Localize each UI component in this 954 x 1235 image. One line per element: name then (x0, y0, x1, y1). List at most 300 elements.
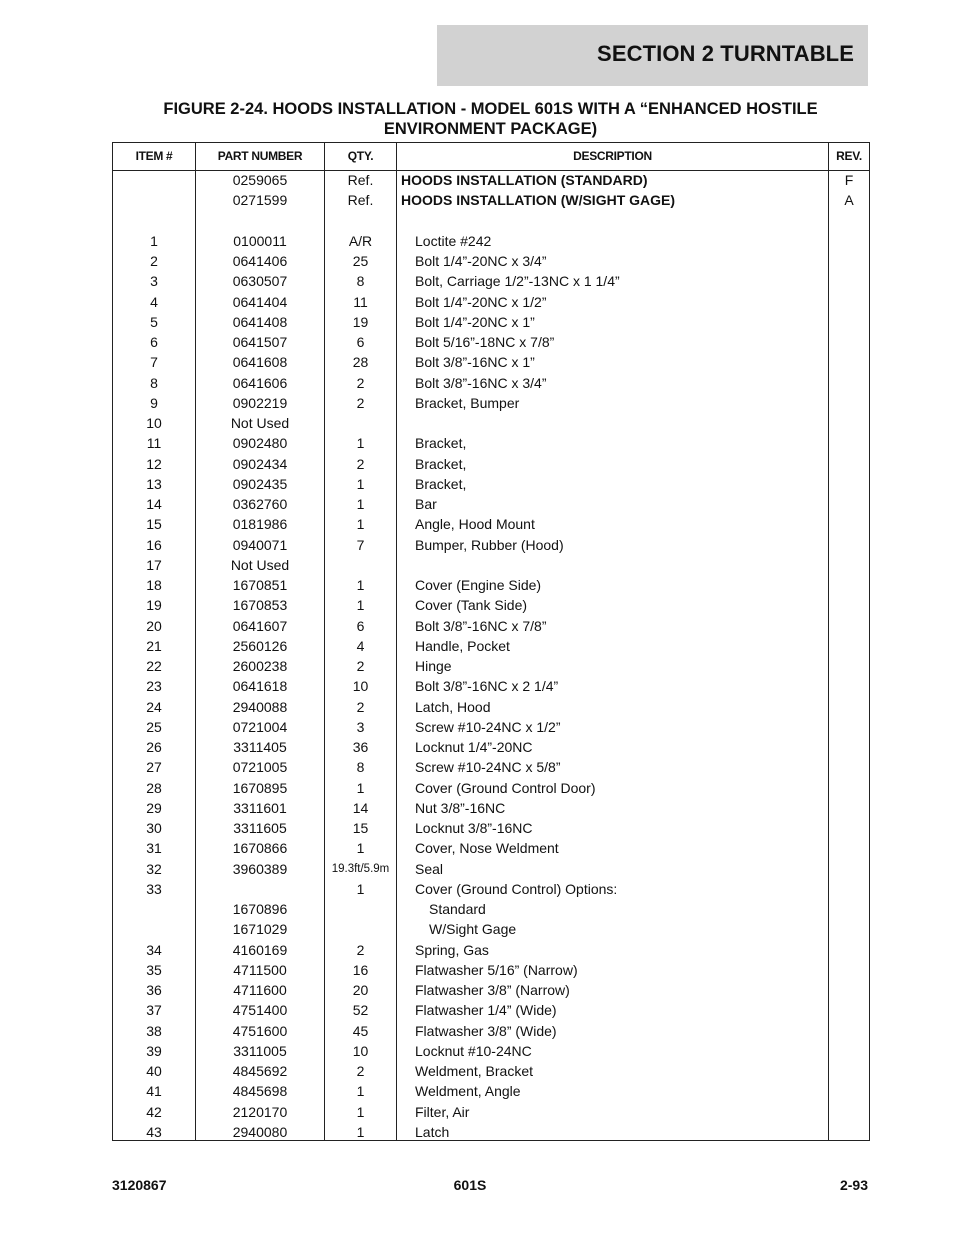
table-row (113, 940, 869, 960)
table-row (113, 514, 869, 534)
qty-cell: 1 (356, 1123, 365, 1140)
part-number-cell: 2940080 (232, 1123, 288, 1140)
table-row (113, 1081, 869, 1101)
table-row (113, 798, 869, 818)
part-number-cell: Not Used (230, 415, 290, 431)
table-body (113, 170, 869, 1142)
qty-cell: 8 (356, 273, 365, 290)
rev-cell (829, 1000, 869, 1020)
description-cell: Cover (Engine Side) (415, 577, 542, 593)
table-row (113, 373, 869, 393)
qty-cell (325, 899, 396, 919)
description-cell: Cover (Ground Control Door) (415, 779, 596, 796)
item-number-cell: 40 (146, 1063, 162, 1079)
item-number-cell: 18 (146, 577, 162, 593)
part-number-cell: 2600238 (232, 658, 288, 674)
rev-cell (829, 514, 869, 534)
part-number-cell: 0902480 (232, 435, 288, 452)
description-cell: Weldment, Bracket (415, 1063, 534, 1079)
rev-cell (829, 211, 869, 231)
figure-title-line-1: FIGURE 2-24. HOODS INSTALLATION - MODEL 601S WITH A “ENHANCED HOSTILE (163, 100, 818, 118)
description-cell: Screw #10-24NC x 5/8” (415, 759, 561, 776)
qty-cell: 2 (356, 455, 365, 472)
item-number-cell: 25 (146, 718, 162, 735)
table-row (113, 1021, 869, 1041)
rev-cell (829, 1021, 869, 1041)
description-cell: Standard (429, 901, 486, 917)
part-number-cell: 0641606 (232, 374, 288, 391)
part-number-cell: 0641608 (232, 354, 288, 371)
table-row (113, 433, 869, 453)
section-title: SECTION 2 TURNTABLE (597, 41, 854, 66)
table-row (113, 454, 869, 474)
part-number-cell: 0259065 (232, 172, 288, 188)
qty-cell: 36 (352, 739, 369, 755)
item-number-cell: 34 (146, 941, 162, 958)
table-row (113, 231, 869, 251)
part-number-cell: Not Used (230, 556, 290, 573)
description-cell: Hinge (415, 658, 452, 674)
qty-cell: 28 (352, 354, 369, 371)
rev-cell (829, 433, 869, 453)
rev-cell (829, 616, 869, 636)
item-number-cell: 14 (146, 496, 162, 512)
rev-cell (829, 697, 869, 717)
qty-cell: 6 (356, 617, 365, 634)
rev-cell (829, 231, 869, 251)
description-cell (415, 211, 825, 231)
rev-cell (829, 859, 869, 879)
item-number-cell: 1 (150, 232, 158, 249)
item-number-cell: 23 (146, 678, 162, 695)
description-cell: Cover (Ground Control) Options: (415, 880, 618, 897)
figure-title-line-2: ENVIRONMENT PACKAGE) (383, 120, 598, 138)
qty-cell (325, 555, 396, 575)
description-cell: Weldment, Angle (415, 1083, 521, 1100)
item-number-cell: 24 (146, 698, 162, 715)
part-number-cell: 1671029 (232, 921, 288, 938)
table-row (113, 636, 869, 656)
section-banner (437, 25, 868, 86)
description-cell: Bolt 3/8”-16NC x 1” (415, 354, 535, 371)
description-cell (415, 413, 825, 433)
table-row (113, 838, 869, 858)
item-number-cell: 20 (146, 617, 162, 634)
part-number-cell: 0181986 (232, 516, 288, 533)
table-row (113, 697, 869, 717)
description-cell: Cover, Nose Weldment (415, 840, 559, 857)
table-row (113, 919, 869, 939)
table-row (113, 292, 869, 312)
description-cell: Bolt, Carriage 1/2”-13NC x 1 1/4” (415, 273, 620, 290)
rev-cell (829, 312, 869, 332)
part-number-cell: 0902434 (232, 455, 288, 472)
description-cell: Flatwasher 3/8” (Narrow) (415, 982, 570, 998)
qty-cell: 1 (356, 435, 365, 452)
qty-cell: 1 (356, 1103, 365, 1120)
rev-cell (829, 454, 869, 474)
part-number-cell: 0902219 (232, 394, 288, 411)
part-number-cell: 0641607 (232, 617, 288, 634)
item-number-cell: 8 (150, 374, 158, 391)
table-row (113, 211, 869, 231)
table-row (113, 980, 869, 1000)
qty-cell: 7 (356, 536, 365, 553)
description-cell: Cover (Tank Side) (415, 597, 528, 614)
description-cell: Bolt 3/8”-16NC x 3/4” (415, 374, 547, 391)
rev-cell (829, 636, 869, 656)
description-cell: Handle, Pocket (415, 637, 510, 654)
description-cell: Bolt 5/16”-18NC x 7/8” (415, 334, 555, 350)
qty-cell: 10 (352, 1042, 369, 1059)
table-row (113, 757, 869, 777)
part-number-cell: 0641507 (232, 334, 288, 350)
rev-cell (829, 251, 869, 271)
description-cell: Bracket, (415, 455, 467, 472)
item-number-cell: 33 (146, 880, 162, 897)
qty-cell: 45 (352, 1022, 369, 1039)
item-number-cell: 5 (150, 313, 158, 330)
table-row (113, 778, 869, 798)
part-number-cell: 0721005 (232, 759, 288, 776)
table-row (113, 656, 869, 676)
rev-cell (829, 757, 869, 777)
description-cell: Spring, Gas (415, 941, 489, 958)
item-number-cell: 13 (146, 475, 162, 492)
qty-cell: 2 (356, 658, 365, 674)
item-number-cell: 35 (146, 961, 162, 978)
item-number-cell: 6 (150, 334, 158, 350)
part-number-cell: 3311005 (233, 1042, 287, 1059)
item-number-cell: 12 (146, 455, 162, 472)
rev-cell (829, 778, 869, 798)
rev-cell (829, 1102, 869, 1122)
description-cell: Bolt 1/4”-20NC x 1” (415, 313, 535, 330)
part-number-cell: 3960389 (232, 860, 288, 877)
part-number-cell: 1670851 (232, 577, 288, 593)
description-cell: Bolt 3/8”-16NC x 7/8” (415, 617, 547, 634)
rev-cell (829, 474, 869, 494)
description-cell: HOODS INSTALLATION (W/SIGHT GAGE) (401, 192, 676, 209)
item-number-cell: 30 (146, 820, 162, 836)
rev-cell (829, 332, 869, 352)
table-row (113, 535, 869, 555)
part-number-cell: 2120170 (232, 1103, 288, 1120)
description-cell: Bolt 3/8”-16NC x 2 1/4” (415, 678, 559, 695)
description-cell: Latch (415, 1123, 450, 1140)
rev-cell (829, 352, 869, 372)
table-row (113, 737, 869, 757)
item-number-cell: 27 (146, 759, 162, 776)
part-number-cell: 0100011 (233, 232, 287, 249)
item-number-cell: 4 (150, 293, 158, 310)
header-item: ITEM # (135, 149, 173, 163)
rev-cell (829, 676, 869, 696)
qty-cell: 1 (356, 1083, 365, 1100)
rev-cell (829, 960, 869, 980)
qty-cell: 2 (356, 394, 365, 411)
qty-cell: 2 (356, 941, 365, 958)
qty-cell: 19.3ft/5.9m (331, 862, 390, 875)
rev-cell (829, 798, 869, 818)
qty-cell: 20 (352, 982, 369, 998)
description-cell: W/Sight Gage (429, 921, 517, 938)
header-part-number: PART NUMBER (217, 149, 303, 163)
qty-cell: 1 (356, 496, 365, 512)
part-number-cell: 4751600 (232, 1022, 288, 1039)
rev-cell: A (844, 192, 854, 209)
item-number-cell: 7 (150, 354, 158, 371)
item-number-cell: 42 (146, 1103, 162, 1120)
part-number-cell: 0641408 (232, 313, 288, 330)
qty-cell: 1 (356, 516, 365, 533)
description-cell: Locknut 1/4”-20NC (415, 739, 533, 755)
rev-cell (829, 838, 869, 858)
qty-cell: 1 (356, 577, 365, 593)
part-number-cell: 0940071 (232, 536, 288, 553)
qty-cell: 15 (352, 820, 369, 836)
item-number-cell: 38 (146, 1022, 162, 1039)
item-number-cell: 15 (146, 516, 162, 533)
qty-cell: 16 (352, 961, 369, 978)
qty-cell: 3 (356, 718, 365, 735)
item-number-cell: 19 (146, 597, 162, 614)
table-row (113, 818, 869, 838)
description-cell: Bolt 1/4”-20NC x 1/2” (415, 293, 547, 310)
item-number-cell: 43 (146, 1123, 162, 1140)
rev-cell (829, 879, 869, 899)
table-row (113, 1041, 869, 1061)
page-number: 2-93 (839, 1177, 868, 1193)
doc-number: 3120867 (112, 1177, 167, 1193)
part-number-cell: 0721004 (232, 718, 288, 735)
rev-cell (829, 940, 869, 960)
table-row (113, 170, 869, 190)
rev-cell (829, 413, 869, 433)
rev-cell (829, 292, 869, 312)
table-row (113, 1061, 869, 1081)
table-row (113, 616, 869, 636)
qty-cell: 4 (356, 637, 365, 654)
description-cell: Latch, Hood (415, 698, 491, 715)
part-number-cell: 1670896 (232, 901, 288, 917)
qty-cell: 2 (356, 1063, 365, 1079)
qty-cell: 1 (356, 779, 365, 796)
part-number-cell (196, 211, 324, 231)
item-number-cell: 10 (146, 415, 162, 431)
description-cell: Locknut 3/8”-16NC (415, 820, 533, 836)
part-number-cell: 3311405 (233, 739, 287, 755)
header-rev: REV. (836, 149, 862, 163)
table-row (113, 1000, 869, 1020)
table-row (113, 190, 869, 210)
rev-cell (829, 494, 869, 514)
figure-title (112, 99, 869, 139)
item-number-cell: 28 (146, 779, 162, 796)
qty-cell: 19 (352, 313, 369, 330)
table-row (113, 960, 869, 980)
table-row (113, 352, 869, 372)
rev-cell (829, 1041, 869, 1061)
description-cell: Bracket, (415, 475, 467, 492)
rev-cell (829, 271, 869, 291)
rev-cell (829, 717, 869, 737)
item-number-cell: 2 (150, 253, 158, 269)
description-cell: Nut 3/8”-16NC (415, 799, 506, 816)
qty-cell: 8 (356, 759, 365, 776)
item-number-cell: 37 (146, 1002, 162, 1019)
table-row (113, 251, 869, 271)
item-number-cell: 3 (150, 273, 158, 290)
description-cell: Filter, Air (415, 1103, 470, 1120)
model-number: 601S (453, 1177, 487, 1193)
rev-cell (829, 919, 869, 939)
rev-cell (829, 535, 869, 555)
qty-cell: 1 (356, 597, 365, 614)
item-number-cell: 17 (146, 556, 162, 573)
item-number-cell (113, 919, 195, 939)
rev-cell (829, 1122, 869, 1142)
qty-cell (325, 211, 396, 231)
part-number-cell (196, 879, 324, 899)
description-cell: Screw #10-24NC x 1/2” (415, 718, 561, 735)
description-cell: Seal (415, 860, 444, 877)
part-number-cell: 1670866 (232, 840, 288, 857)
item-number-cell: 16 (146, 536, 162, 553)
part-number-cell: 0362760 (232, 496, 288, 512)
qty-cell: 52 (352, 1002, 369, 1019)
item-number-cell (113, 899, 195, 919)
header-description: DESCRIPTION (573, 149, 652, 163)
description-cell: Bracket, Bumper (415, 394, 520, 411)
table-row (113, 413, 869, 433)
part-number-cell: 4845692 (232, 1063, 288, 1079)
rev-cell (829, 818, 869, 838)
qty-cell: Ref. (347, 192, 374, 209)
rev-cell: F (844, 172, 854, 188)
part-number-cell: 1670853 (232, 597, 288, 614)
part-number-cell: 4751400 (232, 1002, 288, 1019)
qty-cell: 14 (352, 799, 369, 816)
qty-cell: 6 (356, 334, 365, 350)
qty-cell (325, 413, 396, 433)
qty-cell: 2 (356, 698, 365, 715)
part-number-cell: 4845698 (232, 1083, 288, 1100)
item-number-cell: 41 (146, 1083, 162, 1100)
parts-table (112, 142, 870, 1141)
part-number-cell: 2940088 (232, 698, 288, 715)
table-row (113, 595, 869, 615)
table-row (113, 474, 869, 494)
rev-cell (829, 373, 869, 393)
table-row (113, 717, 869, 737)
description-cell (415, 555, 825, 575)
description-cell: Flatwasher 1/4” (Wide) (415, 1002, 557, 1019)
description-cell: Angle, Hood Mount (415, 516, 535, 533)
item-number-cell (113, 170, 195, 190)
description-cell: Bumper, Rubber (Hood) (415, 536, 564, 553)
rev-cell (829, 393, 869, 413)
qty-cell: Ref. (347, 172, 374, 188)
part-number-cell: 1670895 (232, 779, 288, 796)
table-row (113, 332, 869, 352)
table-row (113, 1102, 869, 1122)
item-number-cell (113, 211, 195, 231)
table-row (113, 312, 869, 332)
qty-cell: 11 (353, 293, 368, 310)
rev-cell (829, 1061, 869, 1081)
rev-cell (829, 1081, 869, 1101)
part-number-cell: 3311605 (233, 820, 287, 836)
description-cell: Bolt 1/4”-20NC x 3/4” (415, 253, 547, 269)
table-row (113, 494, 869, 514)
item-number-cell: 26 (146, 739, 162, 755)
item-number-cell: 22 (146, 658, 162, 674)
part-number-cell: 0271599 (232, 192, 288, 209)
table-row (113, 555, 869, 575)
rev-cell (829, 980, 869, 1000)
rev-cell (829, 737, 869, 757)
item-number-cell: 36 (146, 982, 162, 998)
qty-cell: 1 (356, 475, 365, 492)
part-number-cell: 0641618 (232, 678, 288, 695)
table-row (113, 393, 869, 413)
part-number-cell: 4711500 (233, 961, 287, 978)
part-number-cell: 2560126 (232, 637, 288, 654)
description-cell: HOODS INSTALLATION (STANDARD) (401, 172, 648, 188)
rev-cell (829, 899, 869, 919)
qty-cell: 1 (356, 880, 365, 897)
item-number-cell: 32 (146, 860, 162, 877)
description-cell: Flatwasher 5/16” (Narrow) (415, 961, 578, 978)
part-number-cell: 0641404 (232, 293, 288, 310)
part-number-cell: 3311601 (233, 799, 287, 816)
item-number-cell: 31 (146, 840, 162, 857)
item-number-cell: 39 (146, 1042, 162, 1059)
rev-cell (829, 656, 869, 676)
rev-cell (829, 595, 869, 615)
table-row (113, 676, 869, 696)
description-cell: Flatwasher 3/8” (Wide) (415, 1022, 557, 1039)
rev-cell (829, 575, 869, 595)
part-number-cell: 4160169 (232, 941, 288, 958)
qty-cell: 2 (356, 374, 365, 391)
qty-cell: 1 (356, 840, 365, 857)
part-number-cell: 0902435 (232, 475, 288, 492)
qty-cell (325, 919, 396, 939)
header-qty: QTY. (347, 149, 374, 163)
table-row (113, 575, 869, 595)
description-cell: Locknut #10-24NC (415, 1042, 532, 1059)
table-row (113, 879, 869, 899)
description-cell: Loctite #242 (415, 232, 492, 249)
item-number-cell: 11 (146, 435, 162, 452)
item-number-cell: 9 (150, 394, 158, 411)
table-row (113, 1122, 869, 1142)
qty-cell: 25 (352, 253, 369, 269)
item-number-cell (113, 190, 195, 210)
item-number-cell: 21 (146, 637, 162, 654)
description-cell: Bar (415, 496, 437, 512)
part-number-cell: 4711600 (233, 982, 287, 998)
rev-cell (829, 555, 869, 575)
table-row (113, 899, 869, 919)
description-cell: Bracket, (415, 435, 467, 452)
item-number-cell: 29 (146, 799, 162, 816)
table-row (113, 271, 869, 291)
part-number-cell: 0641406 (232, 253, 288, 269)
part-number-cell: 0630507 (232, 273, 288, 290)
